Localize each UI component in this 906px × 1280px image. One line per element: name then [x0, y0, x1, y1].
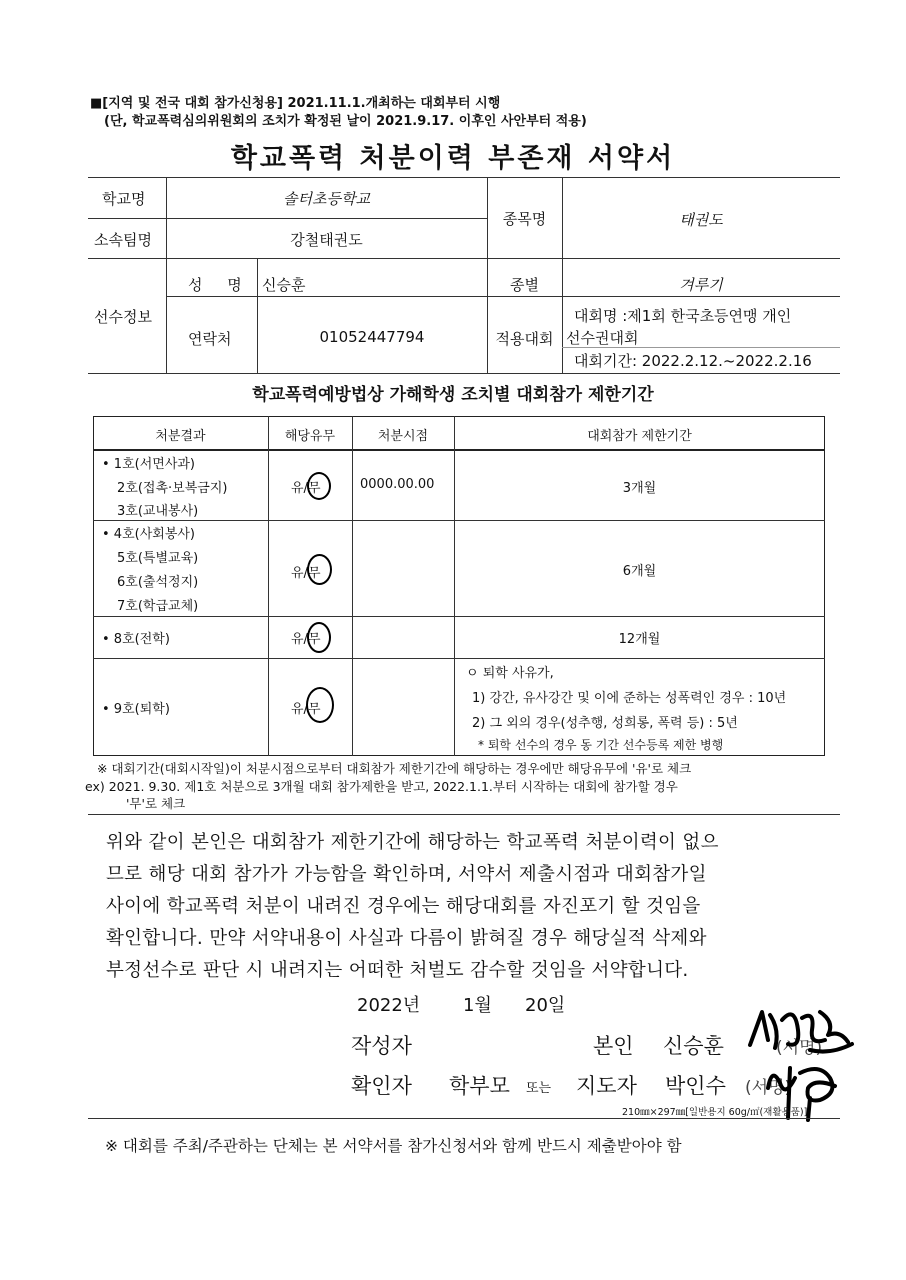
competition-name-line1: 대회명 :제1회 한국초등연맹 개인 — [574, 307, 792, 325]
date-month: 1월 — [463, 995, 492, 1016]
pledge-line: 위와 같이 본인은 대회참가 제한기간에 해당하는 학교폭력 처분이력이 없으 — [106, 832, 719, 853]
row1-applicable: 유/무 — [291, 481, 321, 496]
date-year: 2022년 — [357, 995, 421, 1016]
row4-applicable: 유/무 — [291, 702, 321, 717]
section-title: 학교폭력예방법상 가해학생 조치별 대회참가 제한기간 — [252, 385, 654, 405]
self-label: 본인 — [593, 1034, 634, 1058]
notice-line-2: (단, 학교폭력심의위원회의 조치가 확정된 날이 2021.9.17. 이후인 사안부터 적용) — [104, 114, 587, 129]
pledge-line: 므로 해당 대회 참가가 가능함을 확인하며, 서약서 제출시점과 대회참가일 — [106, 864, 707, 885]
notice-line-1: ■[지역 및 전국 대회 참가신청용] 2021.11.1.개최하는 대회부터 시행 — [90, 96, 501, 111]
row1-item: • 1호(서면사과) — [102, 457, 196, 472]
row4-limit-line: 1) 강간, 유사강간 및 이에 준하는 성폭력인 경우 : 10년 — [472, 691, 787, 706]
category-label: 종별 — [510, 276, 539, 294]
coach-sign-mark: (서명) — [745, 1078, 792, 1098]
player-info-label: 선수정보 — [94, 308, 152, 326]
competition-label: 적용대회 — [495, 330, 554, 348]
coach-name: 박인수 — [665, 1074, 726, 1098]
row4-limit-line: * 퇴학 선수의 경우 동 기간 선수등록 제한 병행 — [478, 738, 724, 752]
document-title: 학교폭력 처분이력 부존재 서약서 — [230, 143, 676, 174]
row4-limit-line: ㅇ 퇴학 사유가, — [466, 666, 554, 681]
row2-limit: 6개월 — [622, 564, 657, 579]
school-value: 솔터초등학교 — [283, 190, 370, 208]
check-circle-icon — [306, 687, 334, 723]
row1-item: 2호(접촉·보복금지) — [117, 481, 228, 496]
pledge-line: 확인합니다. 만약 서약내용이 사실과 다름이 밝혀질 경우 해당실적 삭제와 — [106, 928, 707, 949]
row3-applicable: 유/무 — [291, 632, 321, 647]
row2-applicable: 유/무 — [291, 566, 321, 581]
sport-label: 종목명 — [502, 210, 547, 228]
row2-item: 7호(학급교체) — [117, 599, 199, 614]
name-value: 신승훈 — [262, 276, 306, 294]
coach-label: 지도자 — [576, 1074, 637, 1098]
check-circle-icon — [307, 622, 331, 653]
pledge-line: 사이에 학교폭력 처분이 내려진 경우에는 해당대회를 자진포기 할 것임을 — [106, 896, 701, 917]
category-value: 겨루기 — [679, 276, 723, 294]
team-label: 소속팀명 — [94, 231, 152, 249]
col-header-result: 처분결과 — [155, 429, 206, 444]
handwritten-signature-icon — [740, 1000, 860, 1060]
row1-date: 0000.00.00 — [360, 477, 435, 492]
competition-name-line2: 선수권대회 — [566, 329, 639, 347]
row4-limit-line: 2) 그 외의 경우(성추행, 성희롱, 폭력 등) : 5년 — [472, 716, 738, 731]
writer-label: 작성자 — [351, 1034, 412, 1058]
check-circle-icon — [307, 472, 331, 500]
col-header-date: 처분시점 — [377, 429, 429, 444]
col-header-limit: 대회참가 제한기간 — [587, 429, 692, 444]
row2-item: 5호(특별교육) — [117, 551, 199, 566]
row2-item: 6호(출석정지) — [117, 575, 199, 590]
note-line: '무'로 체크 — [126, 796, 186, 811]
school-label: 학교명 — [102, 190, 146, 208]
or-label: 또는 — [526, 1081, 552, 1096]
contact-value: 01052447794 — [319, 328, 425, 346]
row2-item: • 4호(사회봉사) — [102, 527, 196, 542]
row4-item: • 9호(퇴학) — [102, 702, 170, 717]
confirmer-label: 확인자 — [351, 1074, 412, 1098]
date-day: 20일 — [525, 995, 566, 1016]
row1-limit: 3개월 — [622, 481, 657, 496]
paper-spec: 210㎜×297㎜[일반용지 60g/㎡(재활용품)] — [622, 1107, 808, 1118]
sport-value: 태권도 — [679, 211, 723, 229]
row3-item: • 8호(전학) — [102, 632, 170, 647]
footer-note: ※ 대회를 주최/주관하는 단체는 본 서약서를 참가신청서와 함께 반드시 제출받아야 함 — [105, 1137, 682, 1155]
team-value: 강철태권도 — [290, 231, 363, 249]
name-label: 성 명 — [188, 276, 252, 294]
self-name: 신승훈 — [663, 1034, 724, 1058]
competition-period: 대회기간: 2022.2.12.~2022.2.16 — [574, 352, 812, 370]
col-header-applicable: 해당유무 — [284, 429, 336, 444]
note-line: ex) 2021. 9.30. 제1호 처분으로 3개월 대회 참가제한을 받고, 2022.1.1.부터 시작하는 대회에 참가할 경우 — [85, 779, 678, 794]
self-sign-mark: (서명) — [776, 1038, 823, 1058]
contact-label: 연락처 — [188, 330, 232, 348]
row3-limit: 12개월 — [618, 632, 661, 647]
parent-label: 학부모 — [449, 1074, 510, 1098]
row1-item: 3호(교내봉사) — [117, 504, 199, 519]
pledge-line: 부정선수로 판단 시 내려지는 어떠한 처벌도 감수할 것임을 서약합니다. — [106, 960, 689, 981]
check-circle-icon — [307, 554, 332, 585]
note-line: ※ 대회기간(대회시작일)이 처분시점으로부터 대회참가 제한기간에 해당하는 경우에만 해당유무에 '유'로 체크 — [97, 761, 692, 776]
